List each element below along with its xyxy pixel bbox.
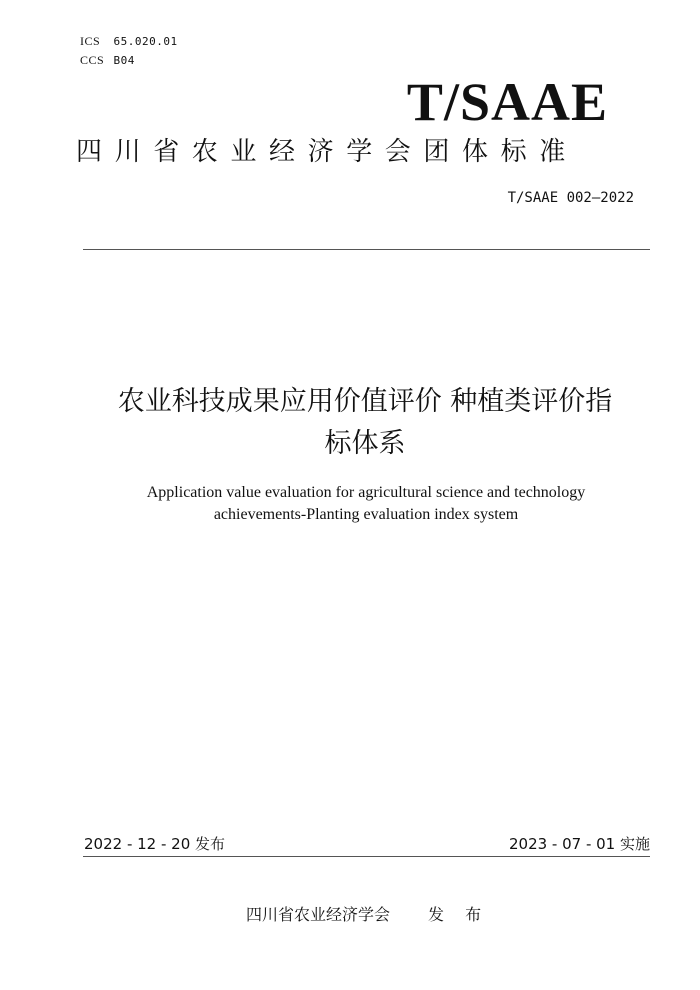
chinese-title-line-2: 标体系 bbox=[324, 428, 406, 459]
footer-divider bbox=[83, 856, 650, 857]
english-title-line-1: Application value evaluation for agricultural science and technology bbox=[146, 484, 586, 501]
english-title bbox=[90, 482, 642, 526]
organization-standard-title: 四川省农业经济学会团体标准 bbox=[76, 137, 578, 167]
implementation-date: 2023 - 07 - 01 实施 bbox=[508, 835, 650, 853]
chinese-title bbox=[60, 381, 670, 465]
english-title-line-2: achievements-Planting evaluation index system bbox=[213, 506, 519, 523]
chinese-title-line-1: 农业科技成果应用价值评价 种植类评价指 bbox=[117, 386, 613, 417]
standard-number: T/SAAE 002—2022 bbox=[507, 190, 634, 206]
ccs-value: B04 bbox=[113, 54, 135, 67]
header-divider bbox=[83, 249, 650, 250]
publish-label: 发 布 bbox=[428, 905, 490, 924]
ccs-label: CCS bbox=[80, 53, 105, 67]
ics-value: 65.020.01 bbox=[113, 35, 178, 48]
ics-line bbox=[80, 34, 178, 49]
ccs-line bbox=[80, 53, 135, 68]
publisher-name: 四川省农业经济学会 bbox=[246, 905, 391, 924]
issue-date: 2022 - 12 - 20 发布 bbox=[84, 835, 226, 853]
standard-brand-code: T/SAAE bbox=[406, 72, 608, 132]
ics-label: ICS bbox=[80, 34, 101, 48]
